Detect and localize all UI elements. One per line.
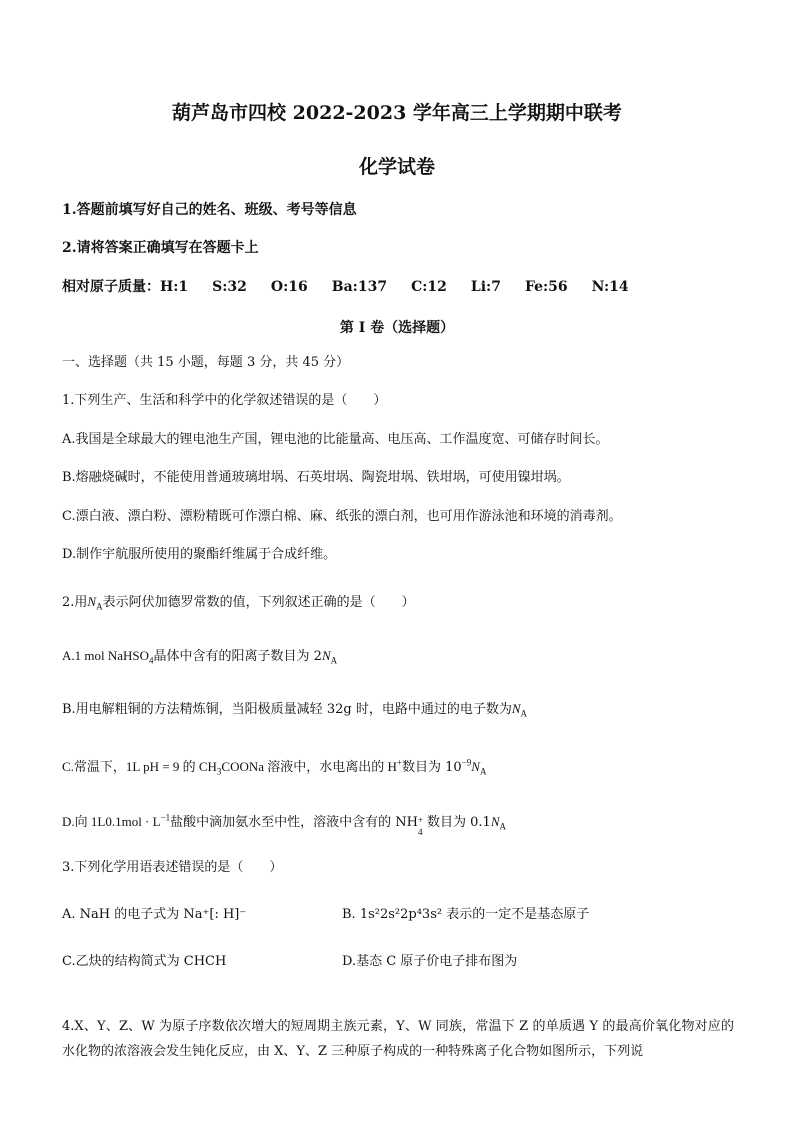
- section-title: 一、选择题（共 15 小题，每题 3 分，共 45 分）: [62, 355, 350, 370]
- q2-c-sub-a: A: [479, 766, 487, 777]
- q2-a-mid: 晶体中含有的阳离子数目为 2: [153, 649, 322, 664]
- q2-c-prefix: C.常温下，1L pH = 9 的 CH: [62, 759, 217, 774]
- q2-a-prefix: A.1 mol NaHSO: [62, 648, 150, 663]
- instruction-2: 2.请将答案正确填写在答题卡上: [62, 240, 259, 256]
- q2-option-a: [62, 647, 337, 666]
- q1-stem: 1.下列生产、生活和科学中的化学叙述错误的是（ ）: [62, 393, 387, 408]
- mass-s: S:32: [212, 279, 247, 295]
- q3-option-a: A. NaH 的电子式为 Na⁺[: H]⁻: [62, 907, 247, 922]
- q2-c-sup-plus: +: [396, 757, 402, 768]
- q2-d-sub-a: A: [499, 821, 506, 832]
- volume-title: 第 I 卷（选择题）: [339, 320, 455, 336]
- q2-d-mid: 盐酸中滴加氨水至中性，溶液中含有的 NH: [170, 815, 419, 830]
- q2-a-sub-a: A: [330, 655, 338, 666]
- mass-fe: Fe:56: [524, 279, 568, 295]
- q2-a-n: N: [321, 648, 331, 663]
- q2-option-c: [62, 758, 486, 777]
- mass-li: Li:7: [470, 279, 501, 295]
- q2-b-sub-a: A: [520, 708, 527, 719]
- mass-c: C:12: [411, 279, 447, 295]
- mass-n: N:14: [591, 279, 629, 295]
- avogadro-symbol: N: [87, 594, 97, 609]
- exam-title: 葫芦岛市四校 2022-2023 学年高三上学期期中联考: [172, 102, 622, 124]
- atomic-masses: [62, 278, 629, 296]
- q2-stem-suffix: 表示阿伏加德罗常数的值，下列叙述正确的是（ ）: [102, 595, 415, 610]
- q2-stem-prefix: 2.用: [62, 595, 88, 610]
- q2-option-b: [62, 700, 527, 719]
- atomic-mass-label: 相对原子质量：: [62, 279, 160, 295]
- q2-c-sub3: 3: [216, 766, 222, 777]
- q2-b-prefix: B.用电解粗铜的方法精炼铜，当阳极质量减轻 32g 时，电路中通过的电子数为: [62, 702, 512, 717]
- mass-ba: Ba:137: [331, 279, 388, 295]
- exam-subtitle: 化学试卷: [358, 156, 435, 178]
- mass-o: O:16: [270, 279, 308, 295]
- q1-option-b: B.熔融烧碱时，不能使用普通玻璃坩埚、石英坩埚、陶瓷坩埚、铁坩埚，可使用镍坩埚。: [62, 470, 570, 485]
- q1-option-c: C.漂白液、漂白粉、漂粉精既可作漂白棉、麻、纸张的漂白剂，也可用作游泳池和环境的消毒剂。: [62, 509, 622, 524]
- q3-stem: 3.下列化学用语表述错误的是（ ）: [62, 860, 283, 875]
- q3-option-c: C.乙炔的结构简式为 CHCH: [62, 954, 227, 969]
- q1-option-d: D.制作宇航服所使用的聚酯纤维属于合成纤维。: [62, 547, 337, 562]
- q3-option-d: D.基态 C 原子价电子排布图为: [342, 954, 518, 969]
- q4-text: 4.X、Y、Z、W 为原子序数依次增大的短周期主族元素，Y、W 同族，常温下 Z 的单质遇 Y 的最高价氧化物对应的水化物的浓溶液会发生钝化反应，由 X、Y、Z 三种原子构成的一种特殊离子化合物如图所示，下列说: [62, 1019, 734, 1059]
- q3-option-b: B. 1s²2s²2p⁴3s² 表示的一定不是基态原子: [342, 907, 590, 922]
- q2-d-n: N: [490, 814, 500, 829]
- q2-d-prefix: D.向 1L0.1mol · L: [62, 814, 161, 829]
- q2-c-exp: −9: [461, 757, 472, 768]
- q2-a-sub4: 4: [149, 655, 154, 666]
- mass-h: H:1: [160, 279, 189, 295]
- q2-b-n: N: [511, 701, 521, 716]
- instruction-1: 1.答题前填写好自己的姓名、班级、考号等信息: [62, 202, 357, 218]
- q2-stem: [62, 593, 415, 612]
- q1-option-a: A.我国是全球最大的锂电池生产国，锂电池的比能量高、电压高、工作温度宽、可储存时间长。: [62, 432, 609, 447]
- q2-c-mid2: 数目为 10: [402, 760, 462, 775]
- q2-option-d: D.向 $1L0.1mol \cdot L^{-1}$盐酸中滴加氨水至中性，溶液中含有的 NH + 4 数目为 $0.1N_A$: [62, 812, 506, 837]
- q2-c-n: N: [471, 759, 480, 774]
- q2-c-mid: COONa 溶液中，水电离出的 H: [221, 759, 397, 774]
- q2-d-exp: −1: [160, 812, 171, 823]
- avogadro-subscript: A: [96, 601, 103, 612]
- q2-d-mid2: 数目为 0.1: [427, 815, 491, 830]
